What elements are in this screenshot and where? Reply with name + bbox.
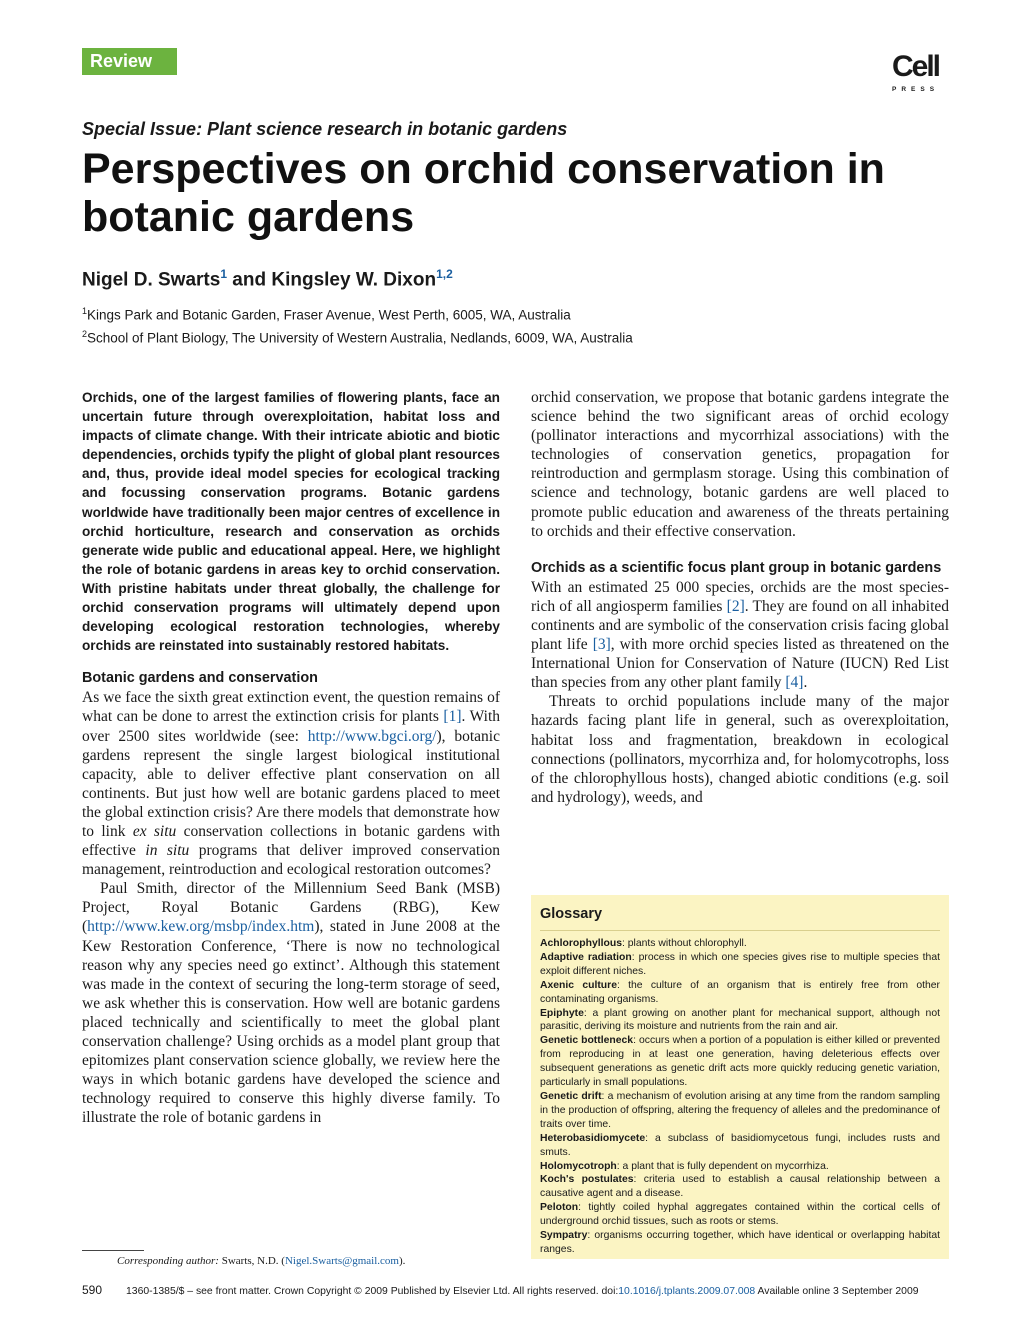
article-title: Perspectives on orchid conservation in botanic gardens <box>82 145 885 241</box>
glossary-definition: : process in which one species gives rise to multiple species that exploit different niches. <box>540 951 940 977</box>
section-heading: Orchids as a scientific focus plant group in botanic gardens <box>531 559 942 576</box>
glossary-term: Genetic drift <box>540 1090 602 1102</box>
author-affiliation-mark[interactable]: 1 <box>220 267 228 281</box>
cell-press-logo-sub: PRESS <box>892 86 940 93</box>
italic-term: ex situ <box>132 822 177 840</box>
text-run: As we face the sixth great extinction event, the question remains of what can be done to arrest the extinction crisis for plants <box>82 689 500 726</box>
reference-link[interactable]: [4] <box>785 674 804 692</box>
affiliation-text: School of Plant Biology, The University of Western Australia, Nedlands, 6009, WA, Australia <box>87 330 633 345</box>
author-name: Nigel D. Swarts <box>82 269 221 291</box>
glossary-term: Heterobasidiomycete <box>540 1132 646 1144</box>
text-run: ), botanic gardens represent the single largest biological institutional capacity, able to deliver effective plant conservation on all continents. But just how well are botanic gardens placed to meet the global extinction crisis? Are there models that demonstrate how to link <box>82 727 500 840</box>
glossary-definition: : tightly coiled hyphal aggregates contained within the cortical cells of underground orchid tissues, such as roots or stems. <box>540 1202 940 1228</box>
affiliation-number: 2 <box>82 328 88 339</box>
special-issue-label: Special Issue: Plant science research in botanic gardens <box>82 119 568 139</box>
text-run: ), stated in June 2008 at the Kew Restoration Conference, ‘There is now no technological reason why any species need go extinct’. Although this statement was made in the context of securing the long-term storage of seed, we ask whether this is conservation. How well are botanic gardens placed technically and scientifically to meet the global plant conservation challenge? Using orchids as a model plant group that epitomizes plant conservation science globally, we review here the ways in which botanic gardens have developed the science and technology required to conserve this highly diverse family. To illustrate the role of botanic gardens in <box>82 918 500 1127</box>
right-column <box>531 388 949 807</box>
glossary-box <box>531 895 949 1259</box>
glossary-entry <box>540 1034 940 1090</box>
glossary-term: Epiphyte <box>540 1007 584 1019</box>
text-run: ). <box>398 1255 406 1267</box>
affiliation-text: Kings Park and Botanic Garden, Fraser Avenue, West Perth, 6005, WA, Australia <box>87 307 571 323</box>
glossary-term: Axenic culture <box>540 979 617 991</box>
affiliation-item <box>82 325 633 348</box>
glossary-definition: : occurs when a portion of a population is either killed or prevented from reproducing in at least one generation, having deleterious effects over subsequent generations as genetic drift acts more quickly reducing genetic variation, particularly in small populations. <box>540 1035 940 1089</box>
footnote-divider <box>82 1250 144 1251</box>
glossary-entry <box>540 1201 940 1229</box>
glossary-definition: : a plant that is fully dependent on mycorrhiza. <box>616 1160 829 1172</box>
reference-link[interactable]: [2] <box>726 597 745 615</box>
italic-term: in situ <box>145 842 190 860</box>
text-run: , with more orchid species listed as threatened on the International Union for Conservation of Nature (IUCN) Red List than species from any other plant family <box>531 636 950 692</box>
glossary-entry <box>540 951 940 979</box>
glossary-list <box>540 937 940 1257</box>
glossary-entry <box>540 1090 940 1132</box>
glossary-term: Genetic bottleneck <box>540 1035 634 1047</box>
review-tag: Review <box>82 48 177 75</box>
corresponding-label: Corresponding author: <box>117 1255 219 1267</box>
author-affiliation-mark[interactable]: 1,2 <box>436 267 453 281</box>
text-run: programs that deliver improved conservation management, reintroduction and ecological restoration outcomes? <box>82 842 501 879</box>
glossary-term: Holomycotroph <box>540 1160 617 1172</box>
glossary-definition: : a subclass of basidiomycetous fungi, includes rusts and smuts. <box>540 1132 940 1158</box>
affiliation-number: 1 <box>82 306 88 316</box>
body-paragraph: Threats to orchid populations include many of the major hazards facing plant life in general, such as overexploitation, habitat loss and fragmentation, breakdown in ecological connections (pollinators, mycorrhiza and, for holomycotrophs, loss of the chlorophyllous hosts), changed abiotic conditions (e.g. soil and hydrology), weeds, and <box>531 693 949 806</box>
glossary-entry <box>540 1160 940 1174</box>
left-column <box>82 388 500 1127</box>
corresponding-author-note <box>117 1254 405 1268</box>
cell-press-logo: Cell <box>892 50 940 83</box>
glossary-entry <box>540 1229 940 1257</box>
body-paragraph <box>82 688 500 879</box>
availability-text: Available online 3 September 2009 <box>755 1286 919 1297</box>
body-paragraph: orchid conservation, we propose that botanic gardens integrate the science behind the two significant areas of orchid ecology (pollinator interactions and mycorrhizal associations) with the technologies of conservation genetics, propagation for reintroduction and germplasm storage. Using this combination of science and technology, botanic gardens are well placed to promote public education and awareness of the threats pertaining to orchids and their effective conservation. <box>531 389 949 540</box>
body-paragraph <box>531 578 949 693</box>
abstract: Orchids, one of the largest families of flowering plants, face an uncertain future through overexploitation, habitat loss and impacts of climate change. With their intricate abiotic and biotic dependencies, orchids typify the plight of global plant resources and, thus, provide ideal model species for ecological tracking and focussing conservation programs. Botanic gardens worldwide have traditionally been major centres of excellence in orchid horticulture, research and conservation as orchids generate wide public and educational appeal. Here, we highlight the role of botanic gardens in areas key to orchid conservation. With pristine habitats under threat globally, the challenge for orchid conservation programs will ultimately depend upon developing ecological restoration technologies, whereby orchids are reinstated into sustainably restored habitats. <box>82 390 500 654</box>
email-link[interactable]: Nigel.Swarts@gmail.com <box>284 1255 399 1267</box>
glossary-definition: : a mechanism of evolution arising at any time from the random sampling in the production of offspring, altering the frequency of alleles and the predominance of traits over time. <box>540 1090 941 1130</box>
glossary-entry <box>540 1173 940 1201</box>
glossary-entry <box>540 937 940 951</box>
text-run: conservation collections in botanic gardens with effective <box>82 822 501 860</box>
affiliation-item <box>82 302 633 325</box>
glossary-term: Koch's postulates <box>540 1174 634 1186</box>
text-run: . <box>803 674 808 692</box>
url-link[interactable]: http://www.bgci.org/ <box>307 727 437 745</box>
text-run: With an estimated 25 000 species, orchids are the most species-rich of all angiosperm families <box>531 578 949 615</box>
glossary-definition: : organisms occurring together, which have identical or overlapping habitat ranges. <box>540 1230 940 1255</box>
url-link[interactable]: http://www.kew.org/msbp/index.htm <box>87 918 315 936</box>
glossary-definition: : the culture of an organism that is entirely free from other contaminating organisms. <box>540 979 940 1005</box>
text-run: . With over 2500 sites worldwide (see: <box>82 708 500 745</box>
glossary-term: Adaptive radiation <box>540 951 632 963</box>
glossary-definition: : plants without chlorophyll. <box>621 938 747 949</box>
glossary-definition: : a plant growing on another plant for mechanical support, although not parasitic, deriving its moisture and nutrients from the rain and air. <box>540 1007 940 1033</box>
text-run: Paul Smith, director of the Millennium Seed Bank (MSB) Project, Royal Botanic Gardens (RBG), Kew ( <box>82 880 500 936</box>
body-paragraph <box>82 879 500 1127</box>
author-conjunction: and <box>227 269 272 291</box>
author-list <box>82 262 453 292</box>
glossary-entry <box>540 1007 940 1035</box>
glossary-term: Achlorophyllous <box>540 938 622 949</box>
glossary-term: Peloton <box>540 1202 579 1214</box>
doi-link[interactable]: 10.1016/j.tplants.2009.07.008 <box>618 1286 756 1297</box>
page-footer <box>82 1283 950 1299</box>
text-run: . They are found on all inhabited continents and are symbolic of the conservation crisis facing global plant life <box>531 597 950 654</box>
corresponding-name: Swarts, N.D. ( <box>218 1255 285 1267</box>
glossary-entry <box>540 1132 940 1160</box>
reference-link[interactable]: [1] <box>443 708 462 726</box>
page-number: 590 <box>82 1283 103 1297</box>
affiliations <box>82 302 633 347</box>
glossary-definition: : criteria used to establish a causal relationship between a causative agent and a disease. <box>540 1174 940 1200</box>
reference-link[interactable]: [3] <box>592 636 611 654</box>
copyright-text: 1360-1385/$ – see front matter. Crown Copyright © 2009 Published by Elsevier Ltd. All rights reserved. doi: <box>126 1286 619 1297</box>
glossary-term: Sympatry <box>540 1230 588 1242</box>
glossary-heading: Glossary <box>540 903 940 931</box>
section-heading: Botanic gardens and conservation <box>82 670 318 687</box>
author-name: Kingsley W. Dixon <box>271 269 437 291</box>
glossary-entry <box>540 979 940 1007</box>
